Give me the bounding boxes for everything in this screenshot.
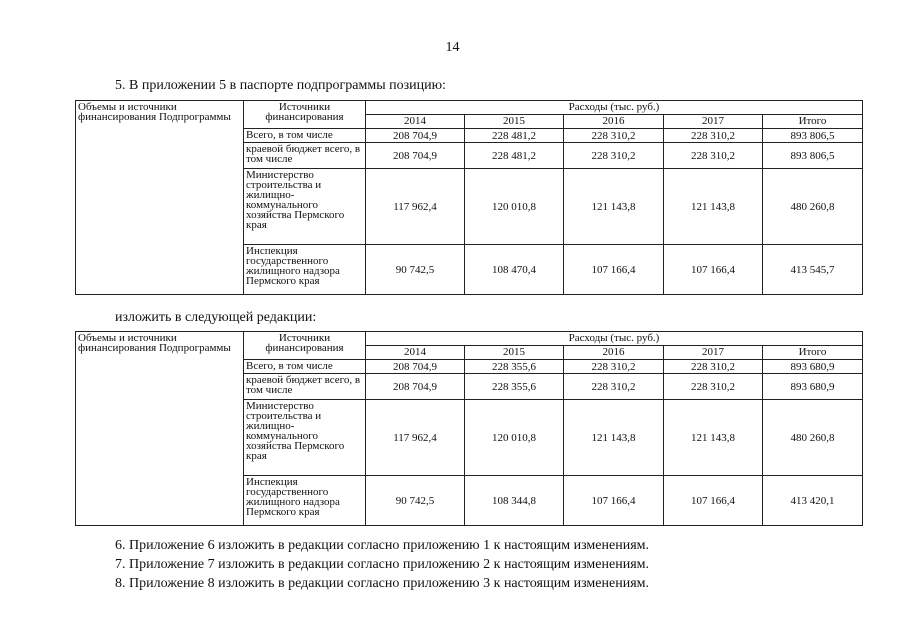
restate-label: изложить в следующей редакции: [115, 310, 317, 325]
value-cell: 121 143,8 [664, 400, 763, 476]
page-number: 14 [445, 40, 460, 55]
value-cell: 108 470,4 [465, 245, 564, 295]
year-header: 2015 [465, 115, 564, 129]
year-header: 2016 [564, 115, 664, 129]
financing-table-new [75, 331, 863, 526]
value-cell: 228 310,2 [664, 143, 763, 169]
expenses-header: Расходы (тыс. руб.) [366, 101, 863, 115]
row-label: Министерство строительства и жилищно-коммунального хозяйства Пермского края [244, 400, 366, 476]
value-cell: 120 010,8 [465, 400, 564, 476]
value-cell: 228 355,6 [465, 374, 564, 400]
value-cell: 117 962,4 [366, 169, 465, 245]
source-header: Источники финансирования [244, 101, 366, 129]
value-cell: 228 481,2 [465, 129, 564, 143]
value-cell: 228 310,2 [664, 374, 763, 400]
value-cell: 121 143,8 [564, 169, 664, 245]
row-label: Инспекция государственного жилищного надзора Пермского края [244, 245, 366, 295]
total-header: Итого [763, 346, 863, 360]
value-cell: 228 310,2 [564, 374, 664, 400]
value-cell: 413 420,1 [763, 476, 863, 526]
value-cell: 228 310,2 [664, 129, 763, 143]
value-cell: 228 310,2 [564, 360, 664, 374]
value-cell: 228 310,2 [564, 143, 664, 169]
value-cell: 208 704,9 [366, 129, 465, 143]
value-cell: 208 704,9 [366, 360, 465, 374]
value-cell: 117 962,4 [366, 400, 465, 476]
value-cell: 120 010,8 [465, 169, 564, 245]
row-label: Инспекция государственного жилищного надзора Пермского края [244, 476, 366, 526]
value-cell: 90 742,5 [366, 245, 465, 295]
row-label: краевой бюджет всего, в том числе [244, 143, 366, 169]
value-cell: 108 344,8 [465, 476, 564, 526]
value-cell: 893 806,5 [763, 143, 863, 169]
item-7-text: 7. Приложение 7 изложить в редакции согласно приложению 2 к настоящим изменениям. [115, 557, 649, 572]
financing-volume-cell: Объемы и источники финансирования Подпрограммы [76, 332, 244, 526]
year-header: 2014 [366, 115, 465, 129]
value-cell: 893 680,9 [763, 374, 863, 400]
value-cell: 121 143,8 [664, 169, 763, 245]
year-header: 2014 [366, 346, 465, 360]
year-header: 2017 [664, 115, 763, 129]
value-cell: 208 704,9 [366, 143, 465, 169]
value-cell: 413 545,7 [763, 245, 863, 295]
value-cell: 228 310,2 [564, 129, 664, 143]
value-cell: 228 355,6 [465, 360, 564, 374]
row-label: краевой бюджет всего, в том числе [244, 374, 366, 400]
value-cell: 893 806,5 [763, 129, 863, 143]
source-header: Источники финансирования [244, 332, 366, 360]
value-cell: 107 166,4 [564, 245, 664, 295]
financing-volume-cell: Объемы и источники финансирования Подпрограммы [76, 101, 244, 295]
row-label: Всего, в том числе [244, 129, 366, 143]
value-cell: 107 166,4 [664, 476, 763, 526]
year-header: 2017 [664, 346, 763, 360]
value-cell: 107 166,4 [664, 245, 763, 295]
value-cell: 893 680,9 [763, 360, 863, 374]
total-header: Итого [763, 115, 863, 129]
year-header: 2016 [564, 346, 664, 360]
value-cell: 90 742,5 [366, 476, 465, 526]
item-6-text: 6. Приложение 6 изложить в редакции согласно приложению 1 к настоящим изменениям. [115, 538, 649, 553]
value-cell: 228 310,2 [664, 360, 763, 374]
row-label: Всего, в том числе [244, 360, 366, 374]
value-cell: 480 260,8 [763, 169, 863, 245]
item-5-text: 5. В приложении 5 в паспорте подпрограммы позицию: [115, 78, 446, 93]
value-cell: 107 166,4 [564, 476, 664, 526]
expenses-header: Расходы (тыс. руб.) [366, 332, 863, 346]
value-cell: 228 481,2 [465, 143, 564, 169]
year-header: 2015 [465, 346, 564, 360]
value-cell: 208 704,9 [366, 374, 465, 400]
item-8-text: 8. Приложение 8 изложить в редакции согласно приложению 3 к настоящим изменениям. [115, 576, 649, 591]
financing-table-old [75, 100, 863, 295]
value-cell: 480 260,8 [763, 400, 863, 476]
value-cell: 121 143,8 [564, 400, 664, 476]
row-label: Министерство строительства и жилищно-коммунального хозяйства Пермского края [244, 169, 366, 245]
